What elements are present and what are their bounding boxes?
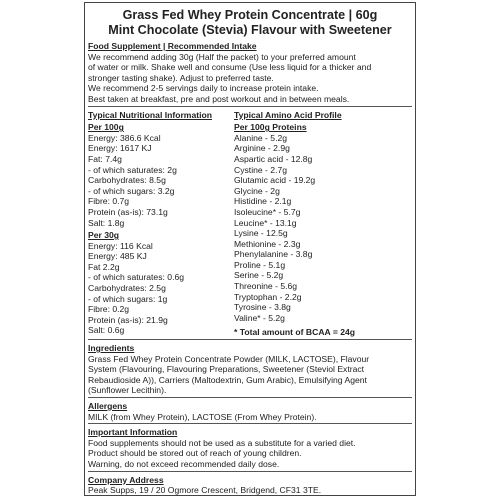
- supplement-heading: Food Supplement | Recommended Intake: [88, 41, 257, 51]
- title-line-1: Grass Fed Whey Protein Concentrate | 60g: [122, 8, 378, 22]
- supplement-line: Best taken at breakfast, pre and post workout and in between meals.: [88, 93, 350, 104]
- nutrition-row: Fibre: 0.2g: [88, 304, 130, 315]
- nutrition-row: Carbohydrates: 8.5g: [88, 175, 166, 186]
- nutrition-row: Carbohydrates: 2.5g: [88, 283, 166, 294]
- amino-row: Methionine - 2.3g: [234, 238, 301, 249]
- supplement-line: We recommend 2-5 servings daily to increase protein intake.: [88, 83, 319, 94]
- important-text: [88, 438, 412, 470]
- supplement-text: [88, 52, 412, 105]
- nutrition-row: - of which sugars: 3.2g: [88, 185, 175, 196]
- amino-row: Cystine - 2.7g: [234, 164, 288, 175]
- nutrition-columns: [88, 107, 412, 338]
- nutrition-heading: Typical Nutritional Information: [88, 109, 212, 120]
- divider: [88, 423, 412, 424]
- important-line: Food supplements should not be used as a substitute for a varied diet.: [88, 437, 356, 448]
- nutrition-row: Energy: 485 KJ: [88, 251, 147, 262]
- title-line-2: Mint Chocolate (Stevia) Flavour with Sweetener: [108, 23, 392, 37]
- important-heading: Important Information: [88, 427, 178, 438]
- amino-subtitle: Per 100g Proteins: [234, 122, 307, 133]
- amino-row: Leucine* - 13.1g: [234, 217, 297, 228]
- nutrition-column: [88, 107, 234, 338]
- nutrition-row: Fibre: 0.7g: [88, 196, 130, 207]
- supplement-line: stronger tasting shake). Adjust to preferred taste.: [88, 72, 274, 83]
- amino-row: Isoleucine* - 5.7g: [234, 206, 301, 217]
- nutrition-row: Fat 2.2g: [88, 261, 120, 272]
- amino-row: Lysine - 12.5g: [234, 228, 288, 239]
- supplement-line: of water or milk. Shake well and consume (Use less liquid for a thicker and: [88, 62, 372, 73]
- amino-row: Valine* - 5.2g: [234, 312, 285, 323]
- amino-row: Histidine - 2.1g: [234, 196, 292, 207]
- allergens-text: MILK (from Whey Protein), LACTOSE (From Whey Protein).: [88, 411, 317, 422]
- amino-row: Aspartic acid - 12.8g: [234, 153, 313, 164]
- amino-row: Tyrosine - 3.8g: [234, 302, 291, 313]
- nutrition-row: - of which saturates: 2g: [88, 164, 177, 175]
- amino-row: Alanine - 5.2g: [234, 132, 288, 143]
- nutrition-row: Protein (as-is): 21.9g: [88, 314, 168, 325]
- divider: [88, 471, 412, 472]
- nutrition-row: - of which saturates: 0.6g: [88, 272, 185, 283]
- amino-column: [234, 107, 412, 338]
- per-30g-title: Per 30g: [88, 230, 120, 241]
- amino-row: Arginine - 2.9g: [234, 143, 290, 154]
- bcaa-note: * Total amount of BCAA = 24g: [234, 327, 356, 338]
- ingredients-line: (Sunflower Lecithin).: [88, 385, 167, 396]
- nutrition-row: - of which sugars: 1g: [88, 293, 168, 304]
- ingredients-line: Rebaudioside A)), Carriers (Maltodextrin, Gum Arabic), Emulsifying Agent: [88, 374, 367, 385]
- supplement-line: We recommend adding 30g (Half the packet) to your preferred amount: [88, 51, 356, 62]
- divider: [88, 339, 412, 340]
- nutrition-row: Energy: 386.6 Kcal: [88, 132, 161, 143]
- nutrition-row: Fat: 7.4g: [88, 153, 122, 164]
- nutrition-row: Energy: 1617 KJ: [88, 143, 152, 154]
- ingredients-heading: Ingredients: [88, 343, 135, 354]
- company-heading: Company Address: [88, 474, 164, 485]
- ingredients-line: System (Flavouring, Flavouring Preparations, Sweetener (Steviol Extract: [88, 364, 365, 375]
- company-address: Peak Supps, 19 / 20 Ogmore Crescent, Bridgend, CF31 3TE.: [88, 485, 322, 496]
- important-line: Product should be stored out of reach of young children.: [88, 448, 302, 459]
- amino-row: Phenylalanine - 3.8g: [234, 249, 313, 260]
- divider: [88, 397, 412, 398]
- ingredients-line: Grass Fed Whey Protein Concentrate Powder (MILK, LACTOSE), Flavour: [88, 353, 370, 364]
- nutrition-row: Salt: 0.6g: [88, 325, 125, 336]
- amino-row: Glycine - 2g: [234, 185, 280, 196]
- ingredients-text: [88, 354, 412, 396]
- per-100g-title: Per 100g: [88, 122, 124, 133]
- product-label: [84, 2, 416, 496]
- product-title: [88, 8, 412, 38]
- amino-row: Proline - 5.1g: [234, 259, 286, 270]
- amino-row: Glutamic acid - 19.2g: [234, 175, 316, 186]
- amino-heading: Typical Amino Acid Profile: [234, 109, 342, 120]
- amino-row: Tryptophan - 2.2g: [234, 291, 302, 302]
- nutrition-row: Salt: 1.8g: [88, 217, 125, 228]
- important-line: Warning, do not exceed recommended daily dose.: [88, 458, 280, 469]
- amino-row: Serine - 5.2g: [234, 270, 284, 281]
- nutrition-row: Protein (as-is): 73.1g: [88, 206, 168, 217]
- amino-row: Threonine - 5.6g: [234, 281, 298, 292]
- nutrition-row: Energy: 116 Kcal: [88, 240, 153, 251]
- allergens-heading: Allergens: [88, 401, 128, 411]
